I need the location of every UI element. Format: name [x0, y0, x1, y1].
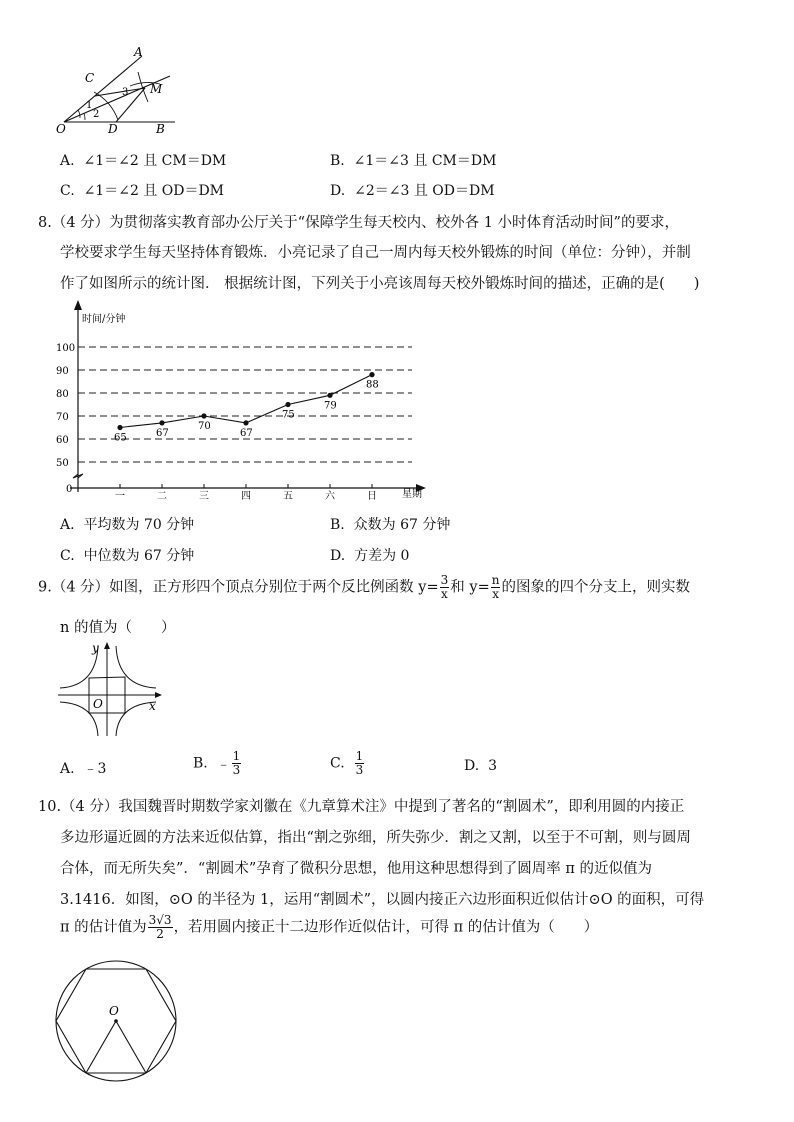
option-letter: C. — [60, 183, 75, 199]
q9-label-y: y — [92, 641, 99, 655]
data-point — [243, 420, 248, 425]
q8-line-3: 作了如图所示的统计图． 根据统计图，下列关于小亮该周每天校外锻炼时间的描述，正确的是( ) — [60, 276, 700, 292]
q10-line-1 — [38, 795, 684, 816]
data-point — [369, 372, 374, 377]
q8-line-1 — [38, 211, 679, 232]
option-letter: B. — [330, 517, 345, 533]
q7-label-o: O — [56, 122, 66, 136]
q9-text: 的图象的四个分支上，则实数 — [501, 579, 690, 596]
data-label: 70 — [198, 421, 211, 432]
q8-text: 为贯彻落实教育部办公厅关于“保障学生每天校内、校外各 1 小时体育活动时间”的要求， — [109, 215, 679, 231]
q10-text: π 的估计值为 — [60, 919, 147, 936]
q10-line-2: 多边形逼近圆的方法来近似估算，指出“割之弥细，所失弥少．割之又割，以至于不可割，则与圆周 — [60, 830, 691, 846]
y-tick-label: 100 — [56, 343, 76, 354]
x-tick-label: 六 — [325, 491, 335, 502]
option-text: 中位数为 67 分钟 — [83, 548, 195, 564]
q7-label-a: A — [134, 45, 143, 59]
q7-angle-2: 2 — [93, 109, 100, 120]
q8-line-2: 学校要求学生每天坚持体育锻炼．小亮记录了自己一周内每天校外锻炼的时间（单位：分钟），并制 — [60, 245, 691, 261]
option-letter: D. — [464, 758, 480, 774]
q10-line-5 — [60, 914, 598, 941]
y-axis-label: 时间/分钟 — [82, 314, 126, 325]
fraction-numerator: 3√3 — [148, 913, 172, 927]
data-point — [117, 425, 122, 430]
data-point — [159, 420, 164, 425]
q9-hyperbola-figure — [52, 640, 172, 740]
q7-label-b: B — [156, 122, 165, 136]
option-letter: A. — [60, 153, 75, 169]
x-tick-label: 二 — [157, 491, 167, 502]
q8-option-b[interactable] — [330, 514, 450, 534]
q10-line-3: 合体，而无所失矣”．“割圆术”孕育了微积分思想，他用这种思想得到了圆周率 π 的近似值为 — [60, 861, 652, 877]
x-axis-label: 星期 — [402, 489, 422, 500]
fraction-denominator: 3 — [232, 763, 241, 777]
option-text: ∠1＝∠2 且 OD＝DM — [83, 183, 225, 199]
q8-option-c[interactable] — [60, 545, 194, 565]
data-point — [327, 393, 332, 398]
q8-number: 8.（4 分） — [38, 215, 110, 231]
data-point — [285, 402, 290, 407]
option-letter: B. — [330, 153, 345, 169]
q8-line-chart — [50, 298, 470, 504]
q9-label-o: O — [93, 697, 103, 711]
data-point — [201, 413, 206, 418]
q10-number: 10.（4 分） — [38, 799, 119, 815]
option-letter: B. — [193, 755, 208, 772]
q7-label-m: M — [150, 82, 163, 96]
x-tick-label: 四 — [241, 491, 251, 502]
y-axis-arrow — [74, 300, 82, 310]
q9-option-a[interactable] — [60, 758, 106, 778]
fraction-numerator: 1 — [232, 749, 241, 763]
q7-option-d[interactable] — [330, 180, 495, 200]
option-letter: A. — [60, 517, 75, 533]
option-fraction — [232, 750, 242, 777]
q10-circle-hexagon-figure — [50, 955, 190, 1087]
option-text: 平均数为 70 分钟 — [83, 517, 195, 533]
option-letter: A. — [60, 761, 75, 777]
q8-option-d[interactable] — [330, 545, 409, 565]
option-text: ﹣3 — [83, 761, 107, 777]
option-text: ∠1＝∠2 且 CM＝DM — [83, 153, 227, 169]
y-tick-label: 70 — [56, 412, 69, 423]
option-text: 众数为 67 分钟 — [353, 517, 451, 533]
data-label: 65 — [114, 432, 127, 444]
q10-line-4: 3.1416．如图，⊙O 的半径为 1，运用“割圆术”，以圆内接正六边形面积近似估计⊙O 的面积，可得 — [60, 892, 705, 908]
x-tick-label: 日 — [367, 491, 377, 502]
q9-fraction-2 — [491, 574, 501, 601]
q9-text: 和 y= — [450, 579, 490, 596]
option-letter: D. — [330, 183, 346, 199]
q9-text: 如图，正方形四个顶点分别位于两个反比例函数 y= — [109, 579, 439, 596]
q9-line-2: n 的值为（ ） — [60, 620, 176, 636]
y-tick-label: 90 — [56, 366, 69, 377]
y-tick-label: 80 — [56, 389, 69, 400]
data-label: 75 — [282, 409, 295, 421]
q9-fraction-1 — [440, 574, 450, 601]
option-text: 方差为 0 — [354, 548, 410, 564]
q9-label-x: x — [149, 699, 156, 713]
fraction-denominator: x — [441, 587, 448, 601]
q9-option-b[interactable] — [193, 750, 242, 777]
q10-label-o: O — [109, 1004, 119, 1018]
fraction-numerator: 3 — [440, 573, 449, 587]
q8-option-a[interactable] — [60, 514, 194, 534]
q9-option-d[interactable] — [464, 758, 497, 774]
option-sign: ﹣ — [216, 756, 231, 773]
q7-angle-3: 3 — [122, 87, 129, 98]
option-letter: D. — [330, 548, 346, 564]
fraction-numerator: n — [491, 573, 500, 587]
option-fraction — [355, 750, 365, 777]
option-letter: C. — [330, 755, 345, 772]
y-tick-label: 0 — [66, 484, 73, 495]
y-tick-label: 60 — [56, 435, 69, 446]
x-tick-label: 五 — [283, 491, 293, 502]
q7-label-d: D — [108, 122, 118, 136]
option-text: ∠2＝∠3 且 OD＝DM — [354, 183, 495, 199]
fraction-numerator: 1 — [355, 749, 364, 763]
q7-option-b[interactable] — [330, 150, 496, 170]
q9-number: 9.（4 分） — [38, 579, 110, 596]
q7-geometry-figure — [50, 40, 190, 140]
data-label: 67 — [156, 427, 169, 439]
fraction-denominator: 3 — [355, 763, 364, 777]
option-letter: C. — [60, 548, 75, 564]
x-tick-label: 一 — [115, 491, 125, 502]
option-text: 3 — [488, 758, 498, 774]
q9-option-c[interactable] — [330, 750, 365, 777]
x-tick-label: 三 — [199, 491, 209, 502]
axis-break-mark — [73, 474, 83, 478]
q7-angle-1: 1 — [86, 100, 93, 111]
data-label: 67 — [240, 427, 253, 439]
q10-text: ，若用圆内接正十二边形作近似估计，可得 π 的估计值为（ ） — [173, 919, 599, 936]
fraction-denominator: x — [492, 587, 499, 601]
data-label: 79 — [324, 400, 337, 412]
data-label: 88 — [366, 379, 379, 391]
y-tick-label: 50 — [56, 458, 69, 469]
option-text: ∠1＝∠3 且 CM＝DM — [353, 153, 497, 169]
q7-label-c: C — [85, 71, 95, 85]
q7-option-a[interactable] — [60, 150, 226, 170]
q10-fraction — [148, 914, 173, 941]
q10-text: 我国魏晋时期数学家刘徽在《九章算术注》中提到了著名的“割圆术”，即利用圆的内接正 — [118, 799, 685, 815]
fraction-denominator: 2 — [156, 927, 164, 941]
q9-line-1 — [38, 574, 690, 601]
q7-option-c[interactable] — [60, 180, 224, 200]
